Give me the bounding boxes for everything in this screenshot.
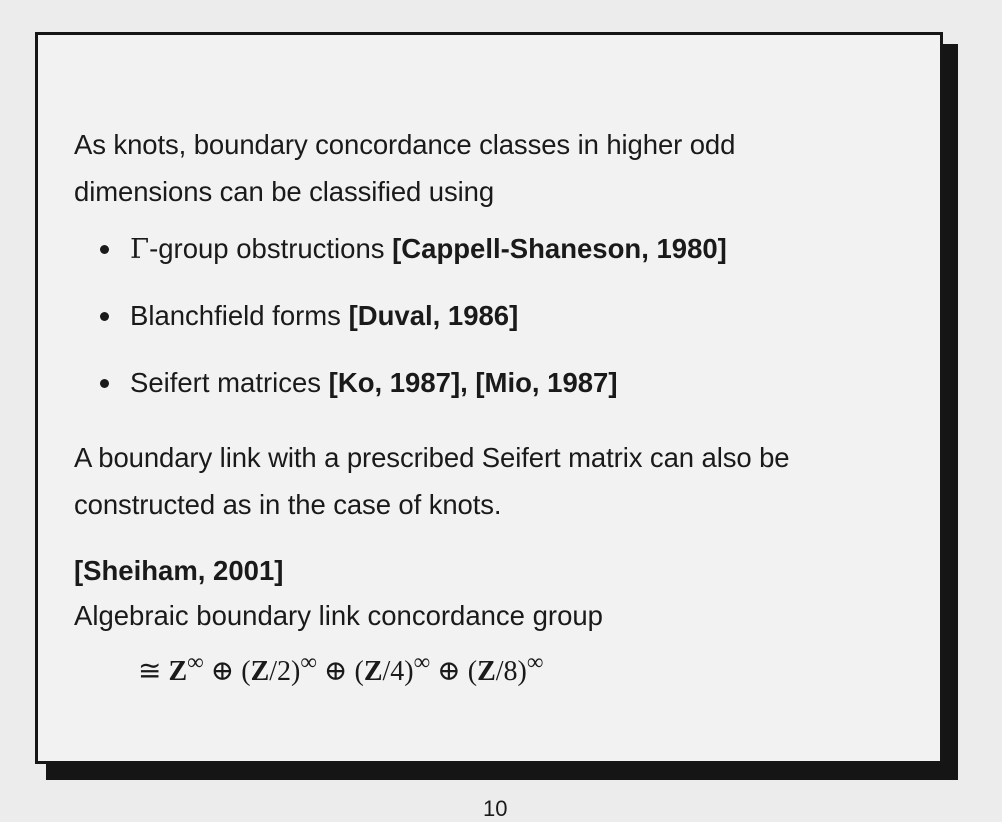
gamma-symbol: Γ [130, 233, 150, 265]
classification-list [100, 232, 727, 433]
formula-text [138, 638, 139, 639]
list-item-citation: [Duval, 1986] [348, 300, 519, 331]
list-item-text: -group obstructions [149, 233, 393, 264]
list-item [100, 366, 727, 433]
list-item-text: Seifert matrices [130, 367, 329, 398]
formula-rendering: ≅ Z∞ ⊕ (Z/2)∞ ⊕ (Z/4)∞ ⊕ (Z/8)∞ [138, 650, 544, 688]
page-number: 10 [483, 796, 508, 821]
slide [35, 32, 943, 764]
list-item [100, 232, 727, 299]
list-item-text: Blanchfield forms [130, 300, 349, 331]
bullet-icon [100, 379, 109, 388]
sheiham-citation: [Sheiham, 2001] [74, 555, 284, 586]
list-item-citation: [Ko, 1987], [Mio, 1987] [328, 367, 618, 398]
bullet-icon [100, 245, 109, 254]
concordance-group-formula [138, 638, 544, 697]
intro-paragraph: As knots, boundary concordance classes in higher odd dimensions can be classified using [74, 129, 736, 207]
list-item-citation: [Cappell-Shaneson, 1980] [392, 233, 727, 264]
bullet-icon [100, 312, 109, 321]
list-item [100, 299, 727, 366]
boundary-link-paragraph: A boundary link with a prescribed Seifert matrix can also be constructed as in the case of knots. [74, 442, 790, 520]
algebraic-statement: Algebraic boundary link concordance group [74, 600, 603, 631]
